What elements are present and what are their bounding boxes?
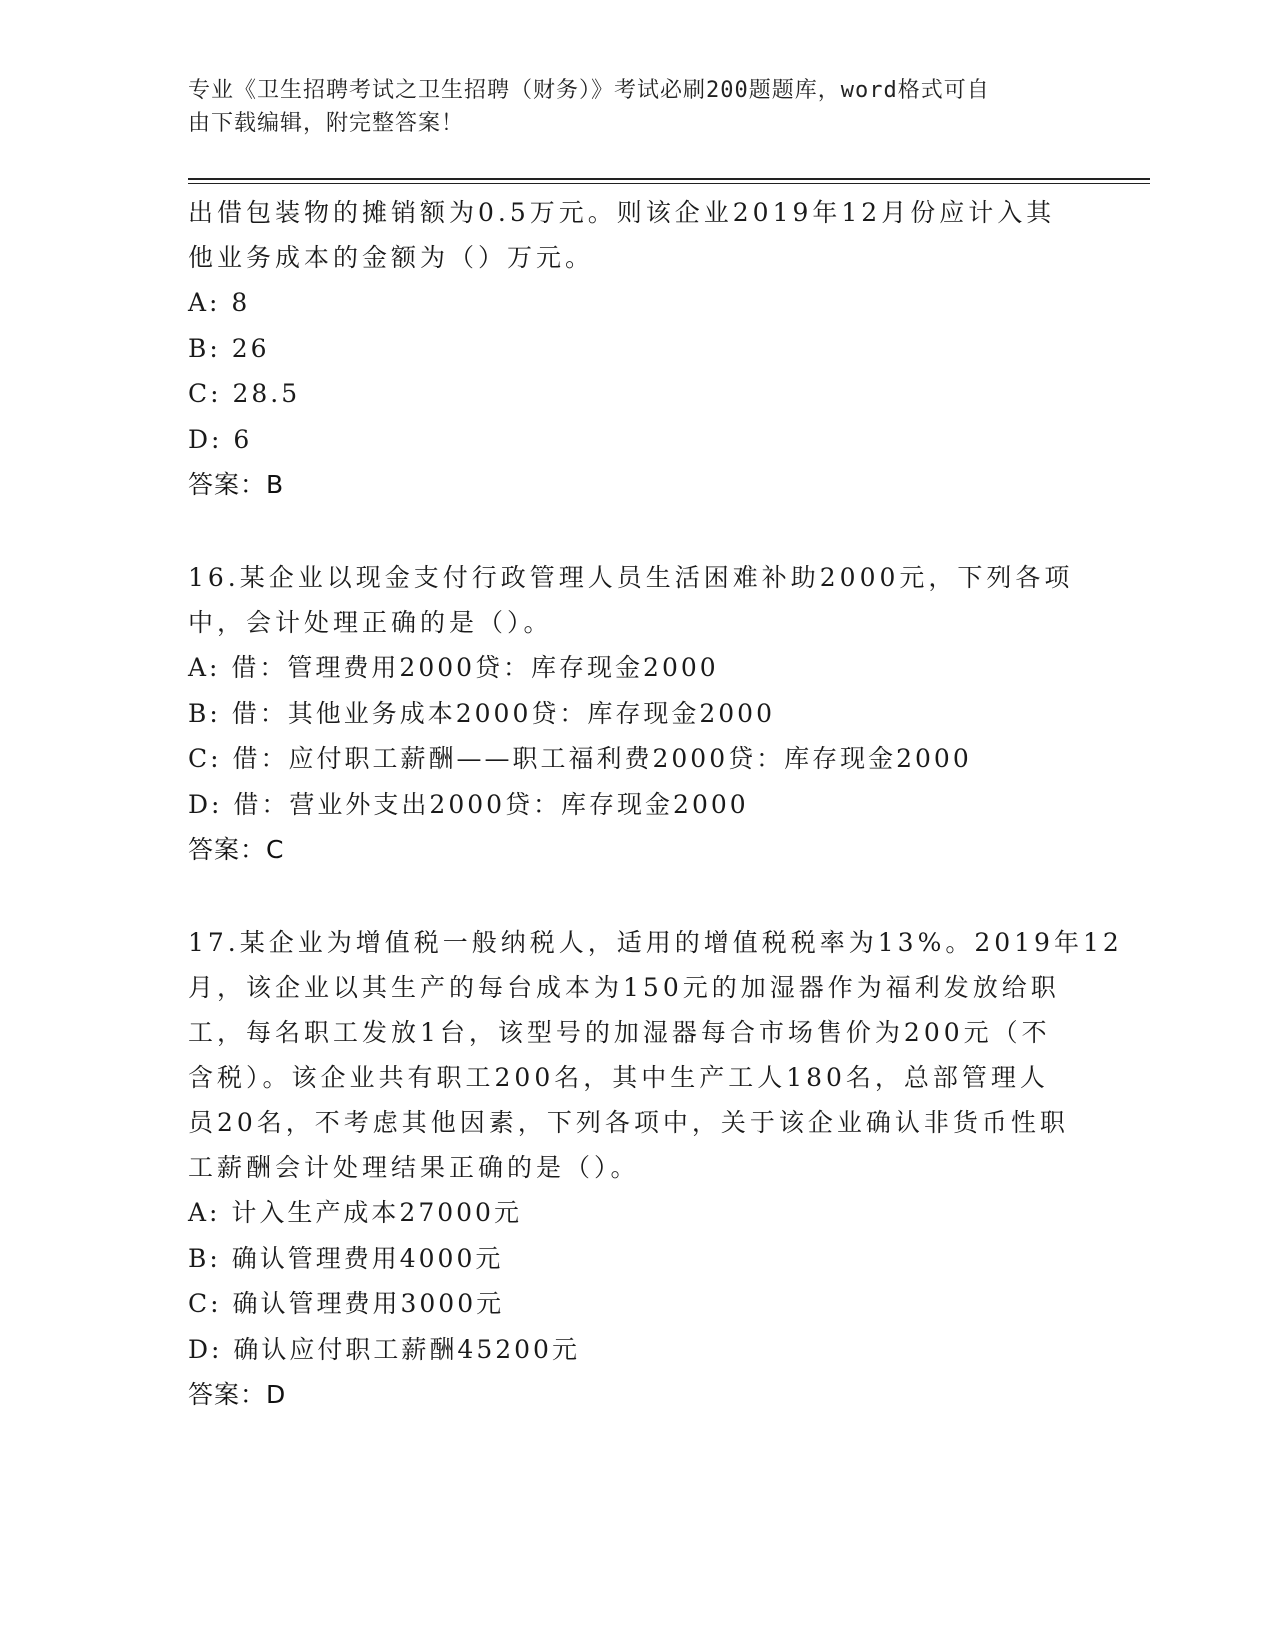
option-c: C: 28.5 — [188, 379, 301, 408]
question-text-line: 16.某企业以现金支付行政管理人员生活困难补助2000元，下列各项 — [188, 563, 1074, 592]
question-text-line: 17.某企业为增值税一般纳税人，适用的增值税税率为13%。2019年12 — [188, 928, 1123, 957]
question-text-line: 含税）。该企业共有职工200名，其中生产工人180名，总部管理人 — [188, 1063, 1049, 1092]
option-b: B: 确认管理费用4000元 — [188, 1243, 504, 1273]
question-text-line: 工薪酬会计处理结果正确的是（）。 — [188, 1153, 640, 1182]
question-text-line: 员20名，不考虑其他因素，下列各项中，关于该企业确认非货币性职 — [188, 1108, 1069, 1137]
answer-line: 答案：B — [188, 470, 285, 499]
header-line-1: 专业《卫生招聘考试之卫生招聘（财务）》考试必刷200题题库，word格式可自 — [188, 78, 990, 103]
question-text-line: 出借包装物的摊销额为0.5万元。则该企业2019年12月份应计入其 — [188, 198, 1056, 227]
question-text-line: 他业务成本的金额为（）万元。 — [188, 243, 595, 272]
question-block-16 — [188, 555, 1088, 872]
answer-line: 答案：C — [188, 835, 285, 864]
option-c: C: 借：应付职工薪酬——职工福利费2000贷：库存现金2000 — [188, 744, 972, 773]
question-block-17 — [188, 920, 1123, 1417]
question-list — [188, 190, 1123, 1417]
option-d: D: 6 — [188, 424, 253, 454]
option-d: D: 确认应付职工薪酬45200元 — [188, 1334, 580, 1364]
option-b: B: 借：其他业务成本2000贷：库存现金2000 — [188, 698, 775, 728]
option-b: B: 26 — [188, 333, 270, 363]
answer-line: 答案：D — [188, 1380, 287, 1409]
header-line-2: 由下载编辑，附完整答案！ — [188, 111, 465, 136]
question-text-line: 月，该企业以其生产的每台成本为150元的加湿器作为福利发放给职 — [188, 973, 1060, 1002]
document-header — [188, 74, 1068, 140]
header-divider-thick — [188, 178, 1150, 180]
option-c: C: 确认管理费用3000元 — [188, 1289, 505, 1318]
spacer — [188, 507, 1088, 555]
option-a: A: 8 — [188, 288, 251, 317]
question-text-line: 中，会计处理正确的是（）。 — [188, 608, 553, 637]
option-a: A: 计入生产成本27000元 — [188, 1198, 522, 1227]
option-d: D: 借：营业外支出2000贷：库存现金2000 — [188, 789, 749, 819]
spacer — [188, 872, 1088, 920]
header-divider-thin — [188, 183, 1150, 184]
option-a: A: 借：管理费用2000贷：库存现金2000 — [188, 653, 719, 682]
question-text-line: 工，每名职工发放1台，该型号的加湿器每合市场售价为200元（不 — [188, 1018, 1051, 1047]
question-block-15 — [188, 190, 1088, 507]
